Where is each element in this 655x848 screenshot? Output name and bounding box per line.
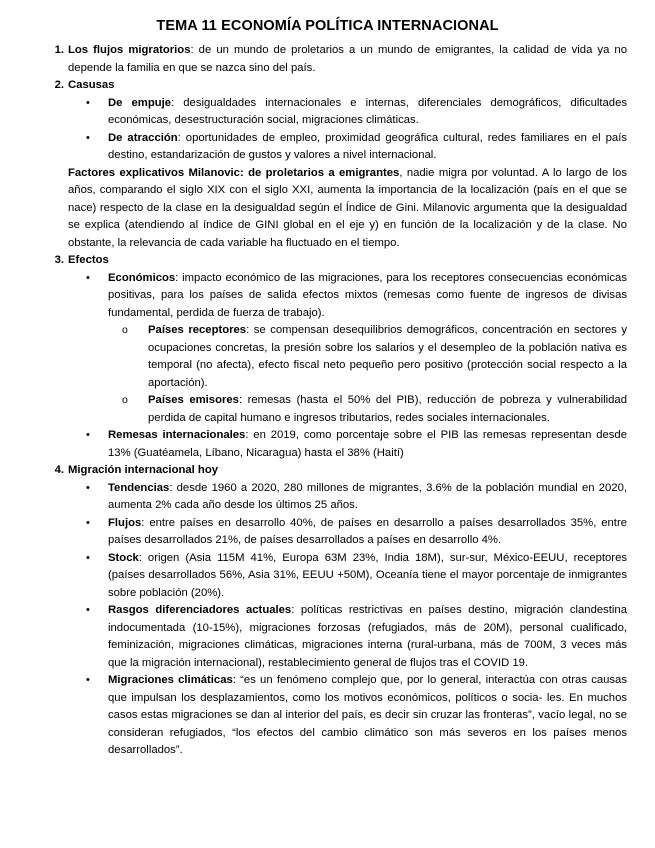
sub-item-text: : se compensan desequilibrios demográficos, concentración en sectores y ocupaciones concretas, la presión sobre los salarios y el desempleo de la población nativa es temporal (no afecta), efecto fiscal neto pequeño pero positivo (protección social respecto a la aportación). <box>148 324 627 389</box>
list-item <box>68 427 627 462</box>
item-heading: De atracción <box>108 131 178 144</box>
item-text: : entre países en desarrollo 40%, de países en desarrollo a países desarrollados 35%, entre países desarrollados 21%, de países desarrollados a países en desarrollo 4%. <box>108 516 627 546</box>
item-text: : en 2019, como porcentaje sobre el PIB las remesas representan desde 13% (Guatéamela, Líbano, Nicaragua) hasta el 38% (Haití) <box>108 429 627 459</box>
item-text: : “es un fenómeno complejo que, por lo general, interactúa con otras causas que impulsan los desplazamientos, como los motivos económicos, políticos o socia- les. En muchos casos estas migraciones se dan al interior del país, es decir sin cruzar las fronteras”, vacío legal, no se consideran refugiados, “los efectos del cambio climático son más severos en los países menos desarrollados”. <box>108 674 627 756</box>
list-item <box>68 95 627 130</box>
item-heading: Económicos <box>108 271 176 284</box>
item-text: : oportunidades de empleo, proximidad geográfica cultural, redes familiares en el país destino, estandarización de gustos y valores a nivel internacional. <box>108 131 627 161</box>
list-item <box>68 672 627 760</box>
section-3 <box>28 252 627 270</box>
sub-bullet-icon: o <box>122 324 128 336</box>
section-heading: Migración internacional hoy <box>68 464 219 476</box>
section-1 <box>28 42 627 77</box>
section-heading: Efectos <box>68 254 109 266</box>
sub-bullet-icon: o <box>122 394 128 406</box>
sub-list-item <box>108 322 627 392</box>
document-body <box>28 42 627 760</box>
section-number: 2. <box>54 79 64 91</box>
item-text: : impacto económico de las migraciones, para los receptores consecuencias económicas positivas, para los países de salida efectos mixtos (remesas como fuente de ingresos de divisas fundamental, perdida de fuerza de trabajo). <box>108 271 627 319</box>
bullet-icon: • <box>86 481 90 494</box>
bullet-icon: • <box>86 131 90 144</box>
item-text: : políticas restrictivas en países destino, migración clandestina indocumentada (10-15%), migraciones forzosas (refugiados, más de 20M), personal cualificado, feminización, migraciones climáticas, migraciones interna (rural-urbana, más de 700M, 3 veces más que la migración internacional), restablecimiento general de flujos tras el COVID 19. <box>108 604 627 669</box>
item-heading: Rasgos diferenciadores actuales <box>108 604 292 616</box>
section-4-body <box>28 480 627 760</box>
list-item <box>68 480 627 515</box>
bullet-icon: • <box>86 96 90 109</box>
item-text: : desigualdades internacionales e internas, diferenciales demográficos, dificultades económicas, desestructuración social, migraciones climáticas. <box>108 96 627 126</box>
bullet-icon: • <box>86 551 90 564</box>
paragraph-heading: Factores explicativos Milanovic: de proletarios a emigrantes <box>68 166 400 179</box>
list-item <box>68 270 627 428</box>
bullet-icon: • <box>86 604 90 616</box>
sub-list-item <box>108 392 627 427</box>
item-heading: Remesas internacionales <box>108 429 246 441</box>
section-text: : de un mundo de proletarios a un mundo de emigrantes, la calidad de vida ya no depende la familia en que se nazca sino del país. <box>68 44 627 74</box>
list-item <box>68 515 627 550</box>
list-item <box>68 550 627 603</box>
list-item <box>68 602 627 672</box>
bullet-icon: • <box>86 429 90 441</box>
paragraph-text: , nadie migra por voluntad. A lo largo de los años, comparando el siglo XIX con el siglo XXI, aumenta la importancia de la localización (país en el que se nace) respecto de la clase en la desigualdad según el Índice de Gini. Milanovic argumenta que la desigualdad se explica (atendiendo al índice de GINI global en el eje y) en función de la localización y de la clase. No obstante, la relevancia de cada variable ha fluctuado en el tiempo. <box>68 166 627 249</box>
bullet-icon: • <box>86 271 90 284</box>
item-heading: Tendencias <box>108 481 170 494</box>
item-text: : desde 1960 a 2020, 280 millones de migrantes, 3.6% de la población mundial en 2020, aumenta 2% cada año desde los últimos 25 años. <box>108 481 627 511</box>
item-heading: Stock <box>108 551 139 564</box>
section-2 <box>28 77 627 95</box>
sub-item-heading: Países emisores <box>148 394 239 406</box>
section-heading: Los flujos migratorios <box>68 44 191 56</box>
bullet-icon: • <box>86 516 90 529</box>
item-text: : origen (Asia 115M 41%, Europa 63M 23%, India 18M), sur-sur, México-EEUU, receptores (países desarrollados 56%, Asia 31%, EEUU +50M), Oceanía tiene el mayor porcentaje de inmigrantes sobre población (20%). <box>108 551 627 599</box>
section-heading: Casusas <box>68 79 115 91</box>
section-4 <box>28 462 627 480</box>
section-3-body <box>28 270 627 463</box>
section-number: 3. <box>54 254 64 266</box>
milanovic-paragraph <box>28 165 627 253</box>
bullet-icon: • <box>86 674 90 686</box>
item-heading: Migraciones climáticas <box>108 674 233 686</box>
item-heading: De empuje <box>108 96 172 109</box>
section-2-body <box>28 95 627 165</box>
section-number: 4. <box>54 464 64 476</box>
item-heading: Flujos <box>108 516 142 529</box>
sub-item-text: : remesas (hasta el 50% del PIB), reducción de pobreza y vulnerabilidad perdida de capital humano e ingresos tributarios, redes sociales internacionales. <box>148 394 627 424</box>
list-item <box>68 130 627 165</box>
page-title: TEMA 11 ECONOMÍA POLÍTICA INTERNACIONAL <box>156 18 499 34</box>
sub-item-heading: Países receptores <box>148 324 247 336</box>
section-number: 1. <box>54 44 64 56</box>
